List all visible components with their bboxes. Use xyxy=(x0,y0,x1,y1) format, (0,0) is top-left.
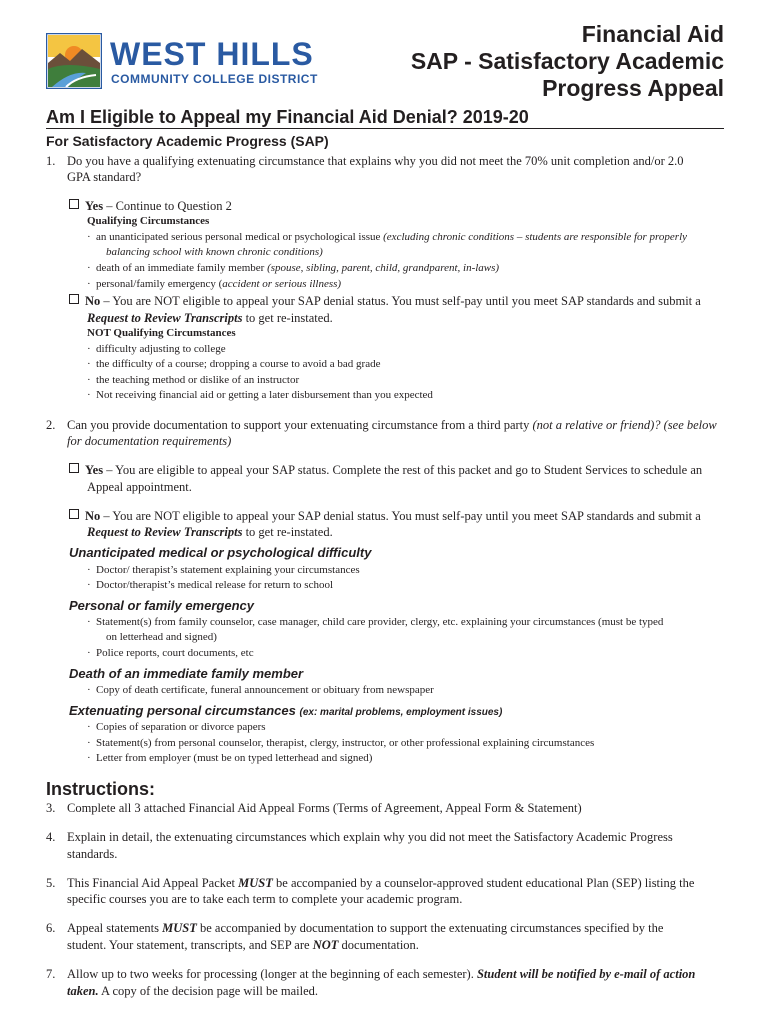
logo-wordmark: WEST HILLS xyxy=(110,36,314,72)
q2-yes-checkbox[interactable] xyxy=(69,463,79,473)
doc-extenuating-heading: Extenuating personal circumstances (ex: marital problems, employment issues) xyxy=(69,703,503,718)
doc-extenuating-item-1: · Copies of separation or divorce papers xyxy=(87,721,266,733)
title-line-2: SAP - Satisfactory Academic xyxy=(410,48,724,74)
doc-emergency-item-2: · Police reports, court documents, etc xyxy=(87,647,254,659)
q1-no-option[interactable] xyxy=(69,293,701,309)
instruction-4-line-1: Explain in detail, the extenuating circumstances which explain why you did not meet the Satisfactory Academic Progress xyxy=(67,830,673,844)
doc-emergency-heading: Personal or family emergency xyxy=(69,598,254,613)
doc-medical-heading: Unanticipated medical or psychological difficulty xyxy=(69,545,372,560)
doc-extenuating-item-3: · Letter from employer (must be on typed letterhead and signed) xyxy=(87,752,373,764)
instruction-5-number: 5. xyxy=(46,876,56,890)
q1-number: 1. xyxy=(46,154,56,168)
instruction-7-line-1: Allow up to two weeks for processing (longer at the beginning of each semester). Student will be notified by e-mail of action xyxy=(67,967,696,981)
instruction-6-line-2: student. Your statement, transcripts, and SEP are NOT documentation. xyxy=(67,938,419,952)
q2-yes-label: Yes xyxy=(85,463,104,477)
college-logo xyxy=(46,33,102,89)
instruction-6-line-1: Appeal statements MUST be accompanied by documentation to support the extenuating circumstances specified by the xyxy=(67,921,664,935)
q1-yes-checkbox[interactable] xyxy=(69,199,79,209)
qualifying-item-1: · an unanticipated serious personal medical or psychological issue (excluding chronic conditions – students are responsible for properly xyxy=(87,231,688,243)
q2-no-label: No xyxy=(85,509,101,523)
instruction-4-line-2: standards. xyxy=(67,847,118,861)
not-qualifying-item-1: · difficulty adjusting to college xyxy=(87,343,226,355)
q2-no-checkbox[interactable] xyxy=(69,509,79,519)
qualifying-heading: Qualifying Circumstances xyxy=(87,215,210,227)
qualifying-item-1-cont: balancing school with known chronic conditions) xyxy=(106,246,323,258)
q2-yes-option[interactable] xyxy=(69,462,702,478)
logo-subtitle: COMMUNITY COLLEGE DISTRICT xyxy=(111,72,318,86)
section-subheading: For Satisfactory Academic Progress (SAP) xyxy=(46,133,329,149)
doc-medical-item-2: · Doctor/therapist’s medical release for return to school xyxy=(87,579,334,591)
qualifying-item-2: · death of an immediate family member (spouse, sibling, parent, child, grandparent, in-laws) xyxy=(87,262,500,274)
not-qualifying-item-4: · Not receiving financial aid or getting a later disbursement than you expected xyxy=(87,389,433,401)
q1-no-checkbox[interactable] xyxy=(69,294,79,304)
doc-extenuating-item-2: · Statement(s) from personal counselor, therapist, clergy, instructor, or other professional explaining circumstances xyxy=(87,737,595,749)
heading-divider xyxy=(46,128,724,129)
instruction-5-line-2: specific courses you are to take each term to complete your academic program. xyxy=(67,892,463,906)
instruction-7-line-2: taken. A copy of the decision page will be mailed. xyxy=(67,984,319,998)
instruction-3: Complete all 3 attached Financial Aid Appeal Forms (Terms of Agreement, Appeal Form & Statement) xyxy=(67,801,582,815)
title-line-1: Financial Aid xyxy=(581,21,724,47)
q1-yes-label: Yes xyxy=(85,199,104,213)
page-heading: Am I Eligible to Appeal my Financial Aid Denial? 2019-20 xyxy=(46,107,529,127)
not-qualifying-heading: NOT Qualifying Circumstances xyxy=(87,327,236,339)
instruction-3-number: 3. xyxy=(46,801,56,815)
doc-death-item-1: · Copy of death certificate, funeral announcement or obituary from newspaper xyxy=(87,684,434,696)
q1-text-line-1: Do you have a qualifying extenuating circumstance that explains why you did not meet the 70% unit completion and/or 2.0 xyxy=(67,154,684,168)
document-title xyxy=(411,21,724,102)
q1-text-line-2: GPA standard? xyxy=(67,170,142,184)
q2-no-option[interactable] xyxy=(69,508,701,524)
q2-number: 2. xyxy=(46,418,56,432)
q2-text-line-2: for documentation requirements) xyxy=(67,434,232,448)
q2-no-text: – You are NOT eligible to appeal your SAP denial status. You must self-pay until you meet SAP standards and submit a xyxy=(103,509,701,523)
q2-yes-line-2: Appeal appointment. xyxy=(87,480,192,494)
doc-emergency-item-1: · Statement(s) from family counselor, case manager, child care provider, clergy, etc. explaining your circumstances (must be typed xyxy=(87,616,664,628)
doc-emergency-item-1-cont: on letterhead and signed) xyxy=(106,631,217,643)
q1-no-label: No xyxy=(85,294,101,308)
q1-transcript-request: Request to Review Transcripts xyxy=(87,311,243,325)
title-line-3: Progress Appeal xyxy=(542,75,724,101)
q2-transcript-request: Request to Review Transcripts xyxy=(87,525,243,539)
not-qualifying-item-3: · the teaching method or dislike of an instructor xyxy=(87,374,300,386)
q2-text-line-1: Can you provide documentation to support your extenuating circumstance from a third party (not a relative or friend)? (see below xyxy=(67,418,717,432)
instructions-heading: Instructions: xyxy=(46,779,156,799)
q1-yes-text: – Continue to Question 2 xyxy=(106,199,232,213)
instruction-6-number: 6. xyxy=(46,921,56,935)
doc-medical-item-1: · Doctor/ therapist’s statement explaining your circumstances xyxy=(87,564,360,576)
doc-death-heading: Death of an immediate family member xyxy=(69,666,304,681)
not-qualifying-item-2: · the difficulty of a course; dropping a course to avoid a bad grade xyxy=(87,358,381,370)
q2-no-line-2: Request to Review Transcripts to get re-instated. xyxy=(87,525,333,539)
q2-yes-text: – You are eligible to appeal your SAP status. Complete the rest of this packet and go to Student Services to schedule an xyxy=(106,463,703,477)
instruction-4-number: 4. xyxy=(46,830,56,844)
instruction-5-line-1: This Financial Aid Appeal Packet MUST be accompanied by a counselor-approved student educational Plan (SEP) listing the xyxy=(67,876,695,890)
q1-yes-option[interactable] xyxy=(69,198,232,214)
instruction-7-number: 7. xyxy=(46,967,56,981)
qualifying-item-3: · personal/family emergency (accident or serious illness) xyxy=(87,278,342,290)
q1-no-line-2: Request to Review Transcripts to get re-instated. xyxy=(87,311,333,325)
q1-no-text: – You are NOT eligible to appeal your SAP denial status. You must self-pay until you meet SAP standards and submit a xyxy=(103,294,701,308)
